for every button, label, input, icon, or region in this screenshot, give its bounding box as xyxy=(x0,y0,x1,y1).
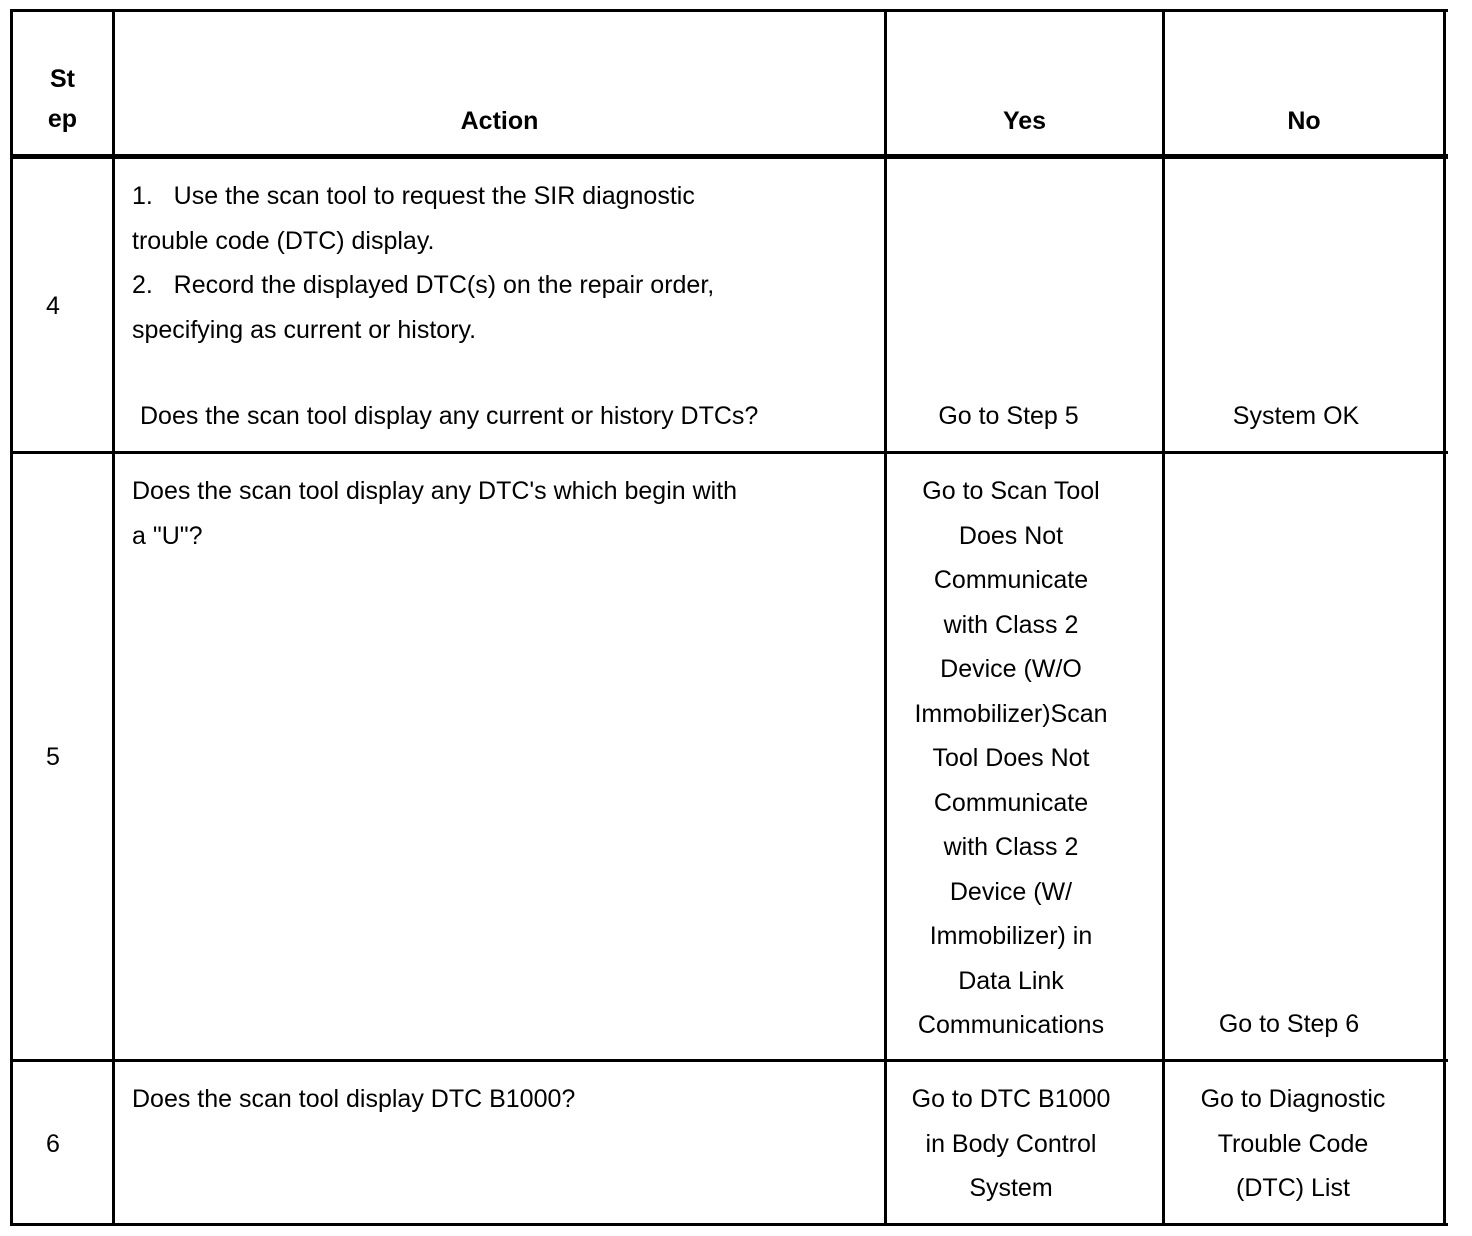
header-step: St ep xyxy=(47,65,78,133)
table-border-left xyxy=(10,9,13,1226)
row-divider xyxy=(10,1059,1448,1062)
yes-result: Go to Scan Tool Does Not Communicate with Class 2 Device (W/O Immobilizer)Scan Tool Does Not Communicate with Class 2 Device (W/ Immobilizer) in Data Link Communications xyxy=(914,477,1108,1039)
action-question: Does the scan tool display any current or history DTCs? xyxy=(140,402,759,430)
header-no: No xyxy=(1287,107,1321,135)
yes-result: Go to DTC B1000 in Body Control System xyxy=(911,1085,1111,1202)
no-result: System OK xyxy=(1232,402,1360,430)
no-result: Go to Step 6 xyxy=(1218,1010,1360,1038)
step-number: 4 xyxy=(46,292,60,320)
no-result: Go to Diagnostic Trouble Code (DTC) List xyxy=(1200,1085,1386,1202)
header-yes: Yes xyxy=(1002,107,1047,135)
action-text: 1. Use the scan tool to request the SIR diagnostic trouble code (DTC) display. 2. Record the displayed DTC(s) on the repair order, specifying as current or history. xyxy=(132,182,715,344)
table-border-bottom xyxy=(10,1223,1448,1226)
header-divider xyxy=(10,154,1448,159)
table-border-right xyxy=(1443,9,1446,1226)
column-divider xyxy=(112,9,115,1226)
action-text: Does the scan tool display DTC B1000? xyxy=(132,1085,576,1113)
step-number: 5 xyxy=(46,743,60,771)
header-action: Action xyxy=(460,107,539,135)
table-border-top xyxy=(10,9,1448,12)
yes-result: Go to Step 5 xyxy=(938,402,1079,430)
action-text: Does the scan tool display any DTC's which begin with a "U"? xyxy=(132,477,738,550)
row-divider xyxy=(10,451,1448,454)
step-number: 6 xyxy=(46,1130,60,1158)
